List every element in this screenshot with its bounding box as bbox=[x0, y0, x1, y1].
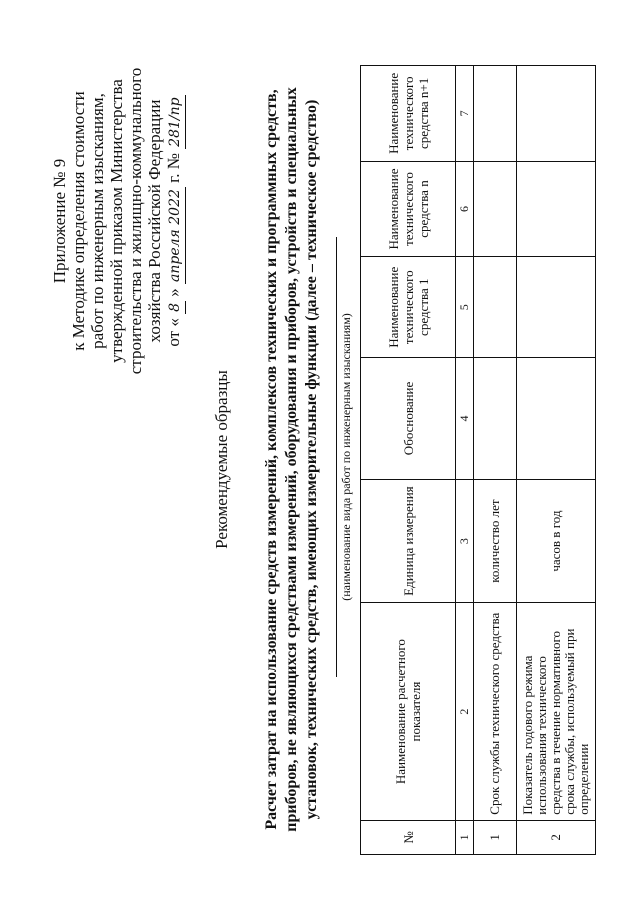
header-number: № bbox=[361, 820, 456, 854]
header-indicator-name: Наименование расчетного показателя bbox=[361, 603, 456, 820]
calculation-title: Расчет затрат на использование средств измерений, комплексов технических и программных средств, приборов, не являющихся средствами измерений, оборудования и приборов, устройств и специальных установок, технических средств, имеющих измерительные функции (далее – техническое средство) bbox=[263, 87, 320, 832]
row-number: 1 bbox=[474, 820, 517, 854]
appendix-line-3: утвержденной приказом Министерства bbox=[107, 79, 126, 363]
column-number: 4 bbox=[456, 358, 474, 480]
column-number: 7 bbox=[456, 66, 474, 162]
column-number: 2 bbox=[456, 603, 474, 820]
row-tech-1 bbox=[517, 257, 596, 358]
order-date-line bbox=[164, 41, 186, 401]
survey-type-caption: (наименование вида работ по инженерным изысканиям) bbox=[336, 237, 354, 677]
appendix-line-1: к Методике определения стоимости bbox=[69, 91, 88, 351]
calculation-table bbox=[360, 65, 596, 855]
row-number: 2 bbox=[517, 820, 596, 854]
recommended-samples-heading: Рекомендуемые образцы bbox=[212, 370, 231, 549]
appendix-block bbox=[50, 41, 186, 401]
row-basis bbox=[517, 358, 596, 480]
row-indicator-name: Показатель годового режима использования технического средства в течение нормативного срока службы, используемый при определении bbox=[517, 603, 596, 820]
header-unit: Единица измерения bbox=[361, 479, 456, 603]
column-number: 1 bbox=[456, 820, 474, 854]
date-prefix: от « bbox=[164, 318, 183, 347]
header-tech-1: Наименование технического средства 1 bbox=[361, 257, 456, 358]
row-tech-n1 bbox=[474, 66, 517, 162]
header-tech-n1: Наименование технического средства n+1 bbox=[361, 66, 456, 162]
date-month-year: апреля 2022 bbox=[166, 187, 186, 284]
row-tech-n bbox=[474, 161, 517, 257]
date-mid: » bbox=[164, 288, 183, 297]
row-unit: часов в год bbox=[517, 479, 596, 603]
table-header-row bbox=[361, 66, 456, 855]
column-number: 3 bbox=[456, 479, 474, 603]
row-tech-n bbox=[517, 161, 596, 257]
row-basis bbox=[474, 358, 517, 480]
header-tech-n: Наименование технического средства n bbox=[361, 161, 456, 257]
table-row bbox=[474, 66, 517, 855]
date-suffix: г. № bbox=[164, 153, 183, 183]
table-row bbox=[517, 66, 596, 855]
appendix-line-5: хозяйства Российской Федерации bbox=[145, 99, 164, 343]
header-basis: Обоснование bbox=[361, 358, 456, 480]
row-unit: количество лет bbox=[474, 479, 517, 603]
column-number: 6 bbox=[456, 161, 474, 257]
column-number: 5 bbox=[456, 257, 474, 358]
appendix-line-2: работ по инженерным изысканиям, bbox=[88, 93, 107, 349]
row-tech-n1 bbox=[517, 66, 596, 162]
date-day: 8 bbox=[166, 301, 186, 314]
appendix-title: Приложение № 9 bbox=[50, 158, 69, 284]
row-tech-1 bbox=[474, 257, 517, 358]
appendix-line-4: строительства и жилищно-коммунального bbox=[126, 67, 145, 375]
column-number-row bbox=[456, 66, 474, 855]
row-indicator-name: Срок службы технического средства bbox=[474, 603, 517, 820]
order-number: 281/пр bbox=[166, 95, 186, 148]
